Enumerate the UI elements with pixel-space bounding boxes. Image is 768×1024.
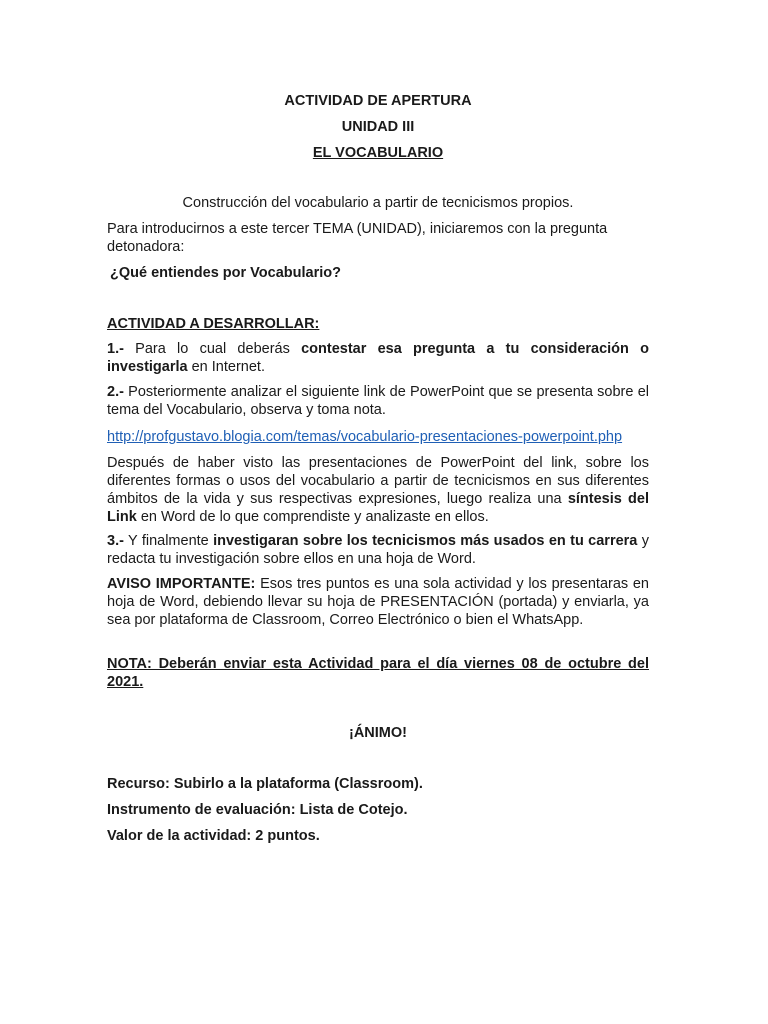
item-emphasis: contestar esa pregunta a tu consideración o investigarla <box>107 341 650 375</box>
cheer-text: ¡ÁNIMO! <box>349 725 407 741</box>
deadline-note: NOTA: Deberán enviar esta Actividad para el día viernes 08 de octubre del 2021. <box>107 656 649 690</box>
important-notice <box>107 575 649 629</box>
document-page <box>107 0 649 1024</box>
paragraph-emphasis: síntesis del Link <box>107 491 649 525</box>
item-emphasis: investigaran sobre los tecnicismos más usados en tu carrera <box>213 533 638 549</box>
topic-title: EL VOCABULARIO <box>312 145 444 161</box>
item-number: 3.- <box>107 533 124 549</box>
item-text: en Internet. <box>187 359 265 375</box>
guiding-question: ¿Qué entiendes por Vocabulario? <box>110 265 341 281</box>
value-line: Valor de la actividad: 2 puntos. <box>107 828 320 844</box>
resource-line: Recurso: Subirlo a la plataforma (Classroom). <box>107 776 423 792</box>
activity-item-3 <box>107 532 649 568</box>
intro-paragraph: Para introducirnos a este tercer TEMA (UNIDAD), iniciaremos con la pregunta detonadora: <box>107 221 608 255</box>
unit-label: UNIDAD III <box>341 119 415 135</box>
item-number: 1.- <box>107 341 124 357</box>
item-text: Para lo cual deberás <box>123 341 302 357</box>
notice-label: AVISO IMPORTANTE: <box>107 576 256 592</box>
activity-heading: ACTIVIDAD A DESARROLLAR: <box>107 316 320 332</box>
item-number: 2.- <box>107 384 124 400</box>
item-text: y redacta tu investigación sobre ellos en una hoja de Word. <box>107 533 650 567</box>
item-text: Y finalmente <box>123 533 214 549</box>
paragraph-text: en Word de lo que comprendiste y analizaste en ellos. <box>136 509 489 525</box>
activity-item-1 <box>107 340 649 376</box>
document-title: ACTIVIDAD DE APERTURA <box>284 93 472 109</box>
item-text: Posteriormente analizar el siguiente link de PowerPoint que se presenta sobre el tema del Vocabulario, observa y toma nota. <box>107 384 649 418</box>
instrument-line: Instrumento de evaluación: Lista de Cotejo. <box>107 802 408 818</box>
powerpoint-link-line <box>107 428 649 446</box>
notice-text: Esos tres puntos es una sola actividad y los presentaras en hoja de Word, debiendo llevar su hoja de PRESENTACIÓN (portada) y enviarla, ya sea por plataforma de Classroom, Correo Electrónico o bien el WhatsApp. <box>107 576 649 628</box>
intro-subtitle: Construcción del vocabulario a partir de tecnicismos propios. <box>182 195 574 211</box>
powerpoint-link[interactable]: http://profgustavo.blogia.com/temas/vocabulario-presentaciones-powerpoint.php <box>107 429 623 445</box>
synthesis-paragraph <box>107 454 649 526</box>
activity-item-2 <box>107 383 649 419</box>
paragraph-text: Después de haber visto las presentaciones de PowerPoint del link, sobre los diferentes formas o usos del vocabulario a partir de tecnicismos en sus diferentes ámbitos de la vida y sus respectivas expresiones, luego realiza una <box>107 455 649 507</box>
